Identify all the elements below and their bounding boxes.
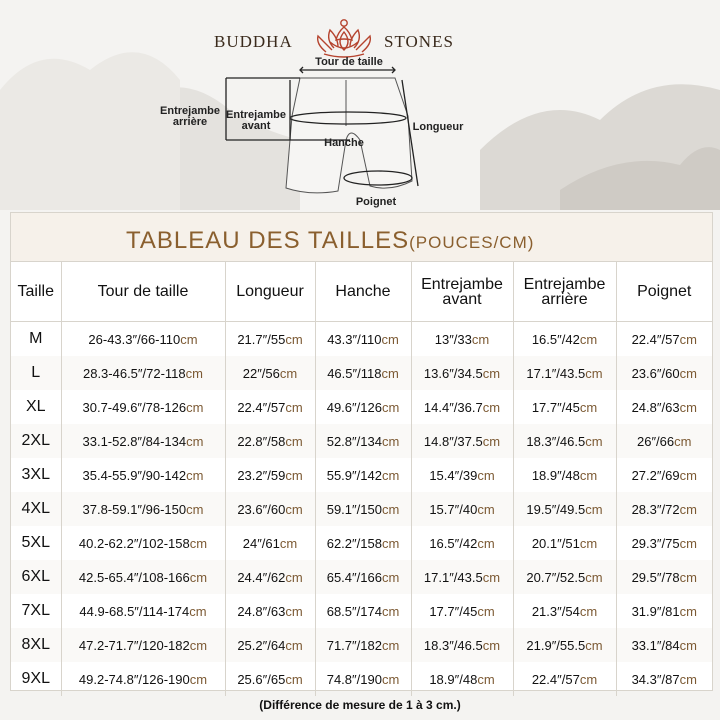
table-row <box>11 356 712 390</box>
unit-label: cm <box>579 535 598 551</box>
cuff-value: 22.4″/57 <box>631 331 680 347</box>
length-cell <box>225 662 315 696</box>
unit-label: cm <box>585 637 603 653</box>
length-cell <box>225 424 315 458</box>
unit-label: cm <box>381 399 400 415</box>
unit-label: cm <box>679 399 697 415</box>
cuff-value: 28.3″/72 <box>631 501 680 517</box>
hip-value: 65.4″/166 <box>326 569 382 585</box>
header-waist: Tour de taille <box>61 262 225 322</box>
hip-cell <box>315 526 411 560</box>
header-front-rise-line2: avant <box>442 290 482 308</box>
size-chart-title-bar <box>11 213 712 262</box>
back-cell <box>513 458 616 492</box>
unit-label: cm <box>381 637 400 653</box>
cuff-value: 33.1″/84 <box>631 637 680 653</box>
unit-label: cm <box>579 603 598 619</box>
label-waist: Tour de taille <box>315 56 383 68</box>
unit-label: cm <box>381 535 400 551</box>
hip-value: 71.7″/182 <box>326 637 382 653</box>
front-cell <box>411 594 513 628</box>
waist-cell <box>61 560 225 594</box>
unit-label: cm <box>477 603 495 619</box>
unit-label: cm <box>585 569 603 585</box>
waist-cell <box>61 424 225 458</box>
length-cell <box>225 390 315 424</box>
unit-label: cm <box>679 569 697 585</box>
waist-value: 42.5-65.4″/108-166 <box>78 569 190 585</box>
front-cell <box>411 322 513 357</box>
table-row <box>11 662 712 696</box>
front-cell <box>411 424 513 458</box>
unit-label: cm <box>279 535 298 551</box>
length-value: 24.8″/63 <box>237 603 286 619</box>
cuff-cell <box>616 424 712 458</box>
size-table <box>11 262 712 696</box>
front-value: 17.7″/45 <box>429 603 478 619</box>
unit-label: cm <box>482 569 501 585</box>
waist-cell <box>61 390 225 424</box>
unit-label: cm <box>381 603 400 619</box>
back-value: 20.7″/52.5 <box>526 569 586 585</box>
back-value: 20.1″/51 <box>531 535 580 551</box>
unit-label: cm <box>381 671 400 687</box>
front-value: 18.9″/48 <box>429 671 478 687</box>
unit-label: cm <box>285 501 303 517</box>
unit-label: cm <box>585 433 603 449</box>
length-value: 22.4″/57 <box>237 399 286 415</box>
header-hip: Hanche <box>315 262 411 322</box>
unit-label: cm <box>579 467 598 483</box>
unit-label: cm <box>679 467 697 483</box>
length-cell <box>225 322 315 357</box>
back-value: 19.5″/49.5 <box>526 501 586 517</box>
front-cell <box>411 662 513 696</box>
table-row <box>11 628 712 662</box>
unit-label: cm <box>186 433 204 449</box>
label-length: Longueur <box>412 121 464 133</box>
unit-label: cm <box>185 365 203 381</box>
label-back-rise-line2: arrière <box>172 116 208 128</box>
size-chart-title <box>126 227 534 255</box>
unit-label: cm <box>679 637 697 653</box>
waist-cell <box>61 458 225 492</box>
table-header-row <box>11 262 712 322</box>
back-cell <box>513 492 616 526</box>
pants-measurement-diagram <box>150 56 470 208</box>
table-row <box>11 594 712 628</box>
unit-label: cm <box>285 331 303 347</box>
front-value: 14.8″/37.5 <box>423 433 483 449</box>
size-cell: 2XL <box>11 424 61 458</box>
hip-value: 68.5″/174 <box>326 603 382 619</box>
header-length: Longueur <box>225 262 315 322</box>
brand-name-left: BUDDHA <box>214 32 293 51</box>
cuff-value: 23.6″/60 <box>631 365 680 381</box>
unit-label: cm <box>679 671 697 687</box>
size-cell: 9XL <box>11 662 61 696</box>
length-value: 21.7″/55 <box>237 331 286 347</box>
header-front-rise <box>411 262 513 322</box>
unit-label: cm <box>285 467 303 483</box>
unit-label: cm <box>279 365 298 381</box>
label-front-rise-line2: avant <box>241 120 271 132</box>
waist-value: 35.4-55.9″/90-142 <box>82 467 187 483</box>
unit-label: cm <box>679 501 697 517</box>
hip-value: 43.3″/110 <box>327 331 382 347</box>
hip-cell <box>315 424 411 458</box>
hip-cell <box>315 628 411 662</box>
header-front-rise-line1: Entrejambe <box>421 275 503 293</box>
hip-cell <box>315 594 411 628</box>
length-cell <box>225 458 315 492</box>
unit-label: cm <box>180 331 198 347</box>
size-cell: 3XL <box>11 458 61 492</box>
size-cell: 7XL <box>11 594 61 628</box>
hip-cell <box>315 492 411 526</box>
length-cell <box>225 526 315 560</box>
table-row <box>11 492 712 526</box>
back-value: 18.9″/48 <box>531 467 580 483</box>
waist-value: 28.3-46.5″/72-118 <box>82 365 186 381</box>
waist-value: 40.2-62.2″/102-158 <box>78 535 190 551</box>
unit-label: cm <box>585 501 603 517</box>
unit-label: cm <box>285 671 303 687</box>
front-cell <box>411 390 513 424</box>
measurement-footnote: (Différence de mesure de 1 à 3 cm.) <box>259 698 461 712</box>
back-value: 17.1″/43.5 <box>526 365 586 381</box>
cuff-cell <box>616 662 712 696</box>
unit-label: cm <box>579 399 598 415</box>
size-cell: L <box>11 356 61 390</box>
waist-cell <box>61 628 225 662</box>
unit-label: cm <box>189 637 208 653</box>
back-value: 17.7″/45 <box>531 399 580 415</box>
back-cell <box>513 390 616 424</box>
length-cell <box>225 492 315 526</box>
hip-value: 46.5″/118 <box>327 365 382 381</box>
unit-label: cm <box>285 603 303 619</box>
back-cell <box>513 628 616 662</box>
hip-value: 74.8″/190 <box>326 671 382 687</box>
unit-label: cm <box>679 331 697 347</box>
waist-value: 33.1-52.8″/84-134 <box>82 433 187 449</box>
unit-label: cm <box>186 399 204 415</box>
unit-label: cm <box>477 535 495 551</box>
hip-cell <box>315 458 411 492</box>
table-row <box>11 322 712 357</box>
length-value: 25.2″/64 <box>237 637 286 653</box>
unit-label: cm <box>585 365 603 381</box>
size-chart-table <box>10 212 713 691</box>
unit-label: cm <box>679 603 697 619</box>
waist-value: 37.8-59.1″/96-150 <box>82 501 187 517</box>
unit-label: cm <box>189 671 208 687</box>
unit-label: cm <box>674 433 692 449</box>
unit-label: cm <box>189 603 207 619</box>
back-cell <box>513 662 616 696</box>
hip-cell <box>315 322 411 357</box>
unit-label: cm <box>482 399 501 415</box>
unit-label: cm <box>482 433 501 449</box>
unit-label: cm <box>579 671 598 687</box>
brand-header <box>0 28 720 54</box>
size-cell: 6XL <box>11 560 61 594</box>
back-cell <box>513 594 616 628</box>
front-cell <box>411 526 513 560</box>
waist-value: 30.7-49.6″/78-126 <box>82 399 187 415</box>
unit-label: cm <box>679 365 697 381</box>
unit-label: cm <box>679 535 697 551</box>
back-value: 21.3″/54 <box>531 603 580 619</box>
header-cuff: Poignet <box>616 262 712 322</box>
unit-label: cm <box>381 569 400 585</box>
front-value: 15.7″/40 <box>429 501 478 517</box>
size-cell: M <box>11 322 61 357</box>
length-cell <box>225 356 315 390</box>
hip-value: 52.8″/134 <box>326 433 382 449</box>
cuff-cell <box>616 628 712 662</box>
length-cell <box>225 628 315 662</box>
waist-cell <box>61 662 225 696</box>
unit-label: cm <box>381 501 400 517</box>
waist-cell <box>61 356 225 390</box>
waist-value: 47.2-71.7″/120-182 <box>78 637 190 653</box>
back-value: 22.4″/57 <box>531 671 580 687</box>
length-value: 24″/61 <box>242 535 280 551</box>
header-size: Taille <box>11 262 61 322</box>
length-value: 22.8″/58 <box>237 433 286 449</box>
waist-cell <box>61 594 225 628</box>
cuff-value: 29.3″/75 <box>631 535 680 551</box>
front-cell <box>411 560 513 594</box>
back-cell <box>513 526 616 560</box>
unit-label: cm <box>381 331 399 347</box>
unit-label: cm <box>285 433 303 449</box>
length-value: 23.2″/59 <box>237 467 286 483</box>
cuff-cell <box>616 526 712 560</box>
table-row <box>11 560 712 594</box>
hip-cell <box>315 390 411 424</box>
waist-value: 49.2-74.8″/126-190 <box>78 671 190 687</box>
cuff-value: 29.5″/78 <box>631 569 680 585</box>
cuff-cell <box>616 458 712 492</box>
cuff-value: 26″/66 <box>637 433 675 449</box>
unit-label: cm <box>482 365 501 381</box>
size-cell: 8XL <box>11 628 61 662</box>
table-body <box>11 322 712 697</box>
cuff-value: 34.3″/87 <box>631 671 680 687</box>
unit-label: cm <box>285 399 303 415</box>
cuff-cell <box>616 560 712 594</box>
waist-cell <box>61 526 225 560</box>
front-value: 18.3″/46.5 <box>423 637 483 653</box>
unit-label: cm <box>186 501 204 517</box>
front-value: 15.4″/39 <box>429 467 478 483</box>
table-row <box>11 458 712 492</box>
length-value: 23.6″/60 <box>237 501 286 517</box>
label-hip: Hanche <box>324 137 364 149</box>
back-cell <box>513 356 616 390</box>
hip-value: 55.9″/142 <box>326 467 382 483</box>
back-value: 18.3″/46.5 <box>526 433 586 449</box>
cuff-value: 24.8″/63 <box>631 399 680 415</box>
front-cell <box>411 628 513 662</box>
size-chart-units: (POUCES/CM) <box>409 233 535 252</box>
cuff-cell <box>616 594 712 628</box>
hip-cell <box>315 662 411 696</box>
unit-label: cm <box>186 467 204 483</box>
size-cell: XL <box>11 390 61 424</box>
header-back-rise-line2: arrière <box>541 290 588 308</box>
hip-cell <box>315 560 411 594</box>
cuff-cell <box>616 322 712 357</box>
front-cell <box>411 356 513 390</box>
label-back-rise-line1: Entrejambe <box>160 105 220 117</box>
unit-label: cm <box>477 671 495 687</box>
label-cuff: Poignet <box>355 196 397 208</box>
table-row <box>11 424 712 458</box>
back-value: 16.5″/42 <box>531 331 580 347</box>
unit-label: cm <box>285 569 303 585</box>
waist-value: 26-43.3″/66-110 <box>88 331 181 347</box>
unit-label: cm <box>482 637 501 653</box>
back-cell <box>513 322 616 357</box>
waist-cell <box>61 322 225 357</box>
unit-label: cm <box>477 467 495 483</box>
unit-label: cm <box>381 467 400 483</box>
unit-label: cm <box>189 535 208 551</box>
back-value: 21.9″/55.5 <box>526 637 586 653</box>
front-value: 13.6″/34.5 <box>423 365 483 381</box>
back-cell <box>513 560 616 594</box>
front-value: 14.4″/36.7 <box>423 399 483 415</box>
front-value: 13″/33 <box>434 331 472 347</box>
front-value: 17.1″/43.5 <box>423 569 483 585</box>
unit-label: cm <box>285 637 303 653</box>
unit-label: cm <box>471 331 490 347</box>
size-cell: 5XL <box>11 526 61 560</box>
cuff-cell <box>616 356 712 390</box>
lotus-meditation-icon <box>312 14 376 60</box>
cuff-value: 31.9″/81 <box>631 603 680 619</box>
unit-label: cm <box>579 331 598 347</box>
header-back-rise-line1: Entrejambe <box>523 275 606 293</box>
size-chart-title-text: TABLEAU DES TAILLES <box>126 227 410 254</box>
length-value: 24.4″/62 <box>237 569 286 585</box>
front-value: 16.5″/42 <box>429 535 478 551</box>
unit-label: cm <box>189 569 208 585</box>
length-value: 22″/56 <box>242 365 280 381</box>
header-back-rise <box>513 262 616 322</box>
length-value: 25.6″/65 <box>237 671 286 687</box>
front-cell <box>411 492 513 526</box>
size-cell: 4XL <box>11 492 61 526</box>
waist-cell <box>61 492 225 526</box>
hip-cell <box>315 356 411 390</box>
unit-label: cm <box>477 501 495 517</box>
brand-name-right: STONES <box>384 32 454 51</box>
hip-value: 62.2″/158 <box>326 535 382 551</box>
length-cell <box>225 560 315 594</box>
table-row <box>11 390 712 424</box>
hip-value: 49.6″/126 <box>326 399 382 415</box>
unit-label: cm <box>381 365 399 381</box>
back-cell <box>513 424 616 458</box>
label-front-rise-line1: Entrejambe <box>226 109 286 121</box>
front-cell <box>411 458 513 492</box>
unit-label: cm <box>381 433 400 449</box>
length-cell <box>225 594 315 628</box>
hip-value: 59.1″/150 <box>326 501 382 517</box>
cuff-cell <box>616 390 712 424</box>
cuff-cell <box>616 492 712 526</box>
cuff-value: 27.2″/69 <box>631 467 680 483</box>
waist-value: 44.9-68.5″/114-174 <box>79 603 190 619</box>
table-row <box>11 526 712 560</box>
